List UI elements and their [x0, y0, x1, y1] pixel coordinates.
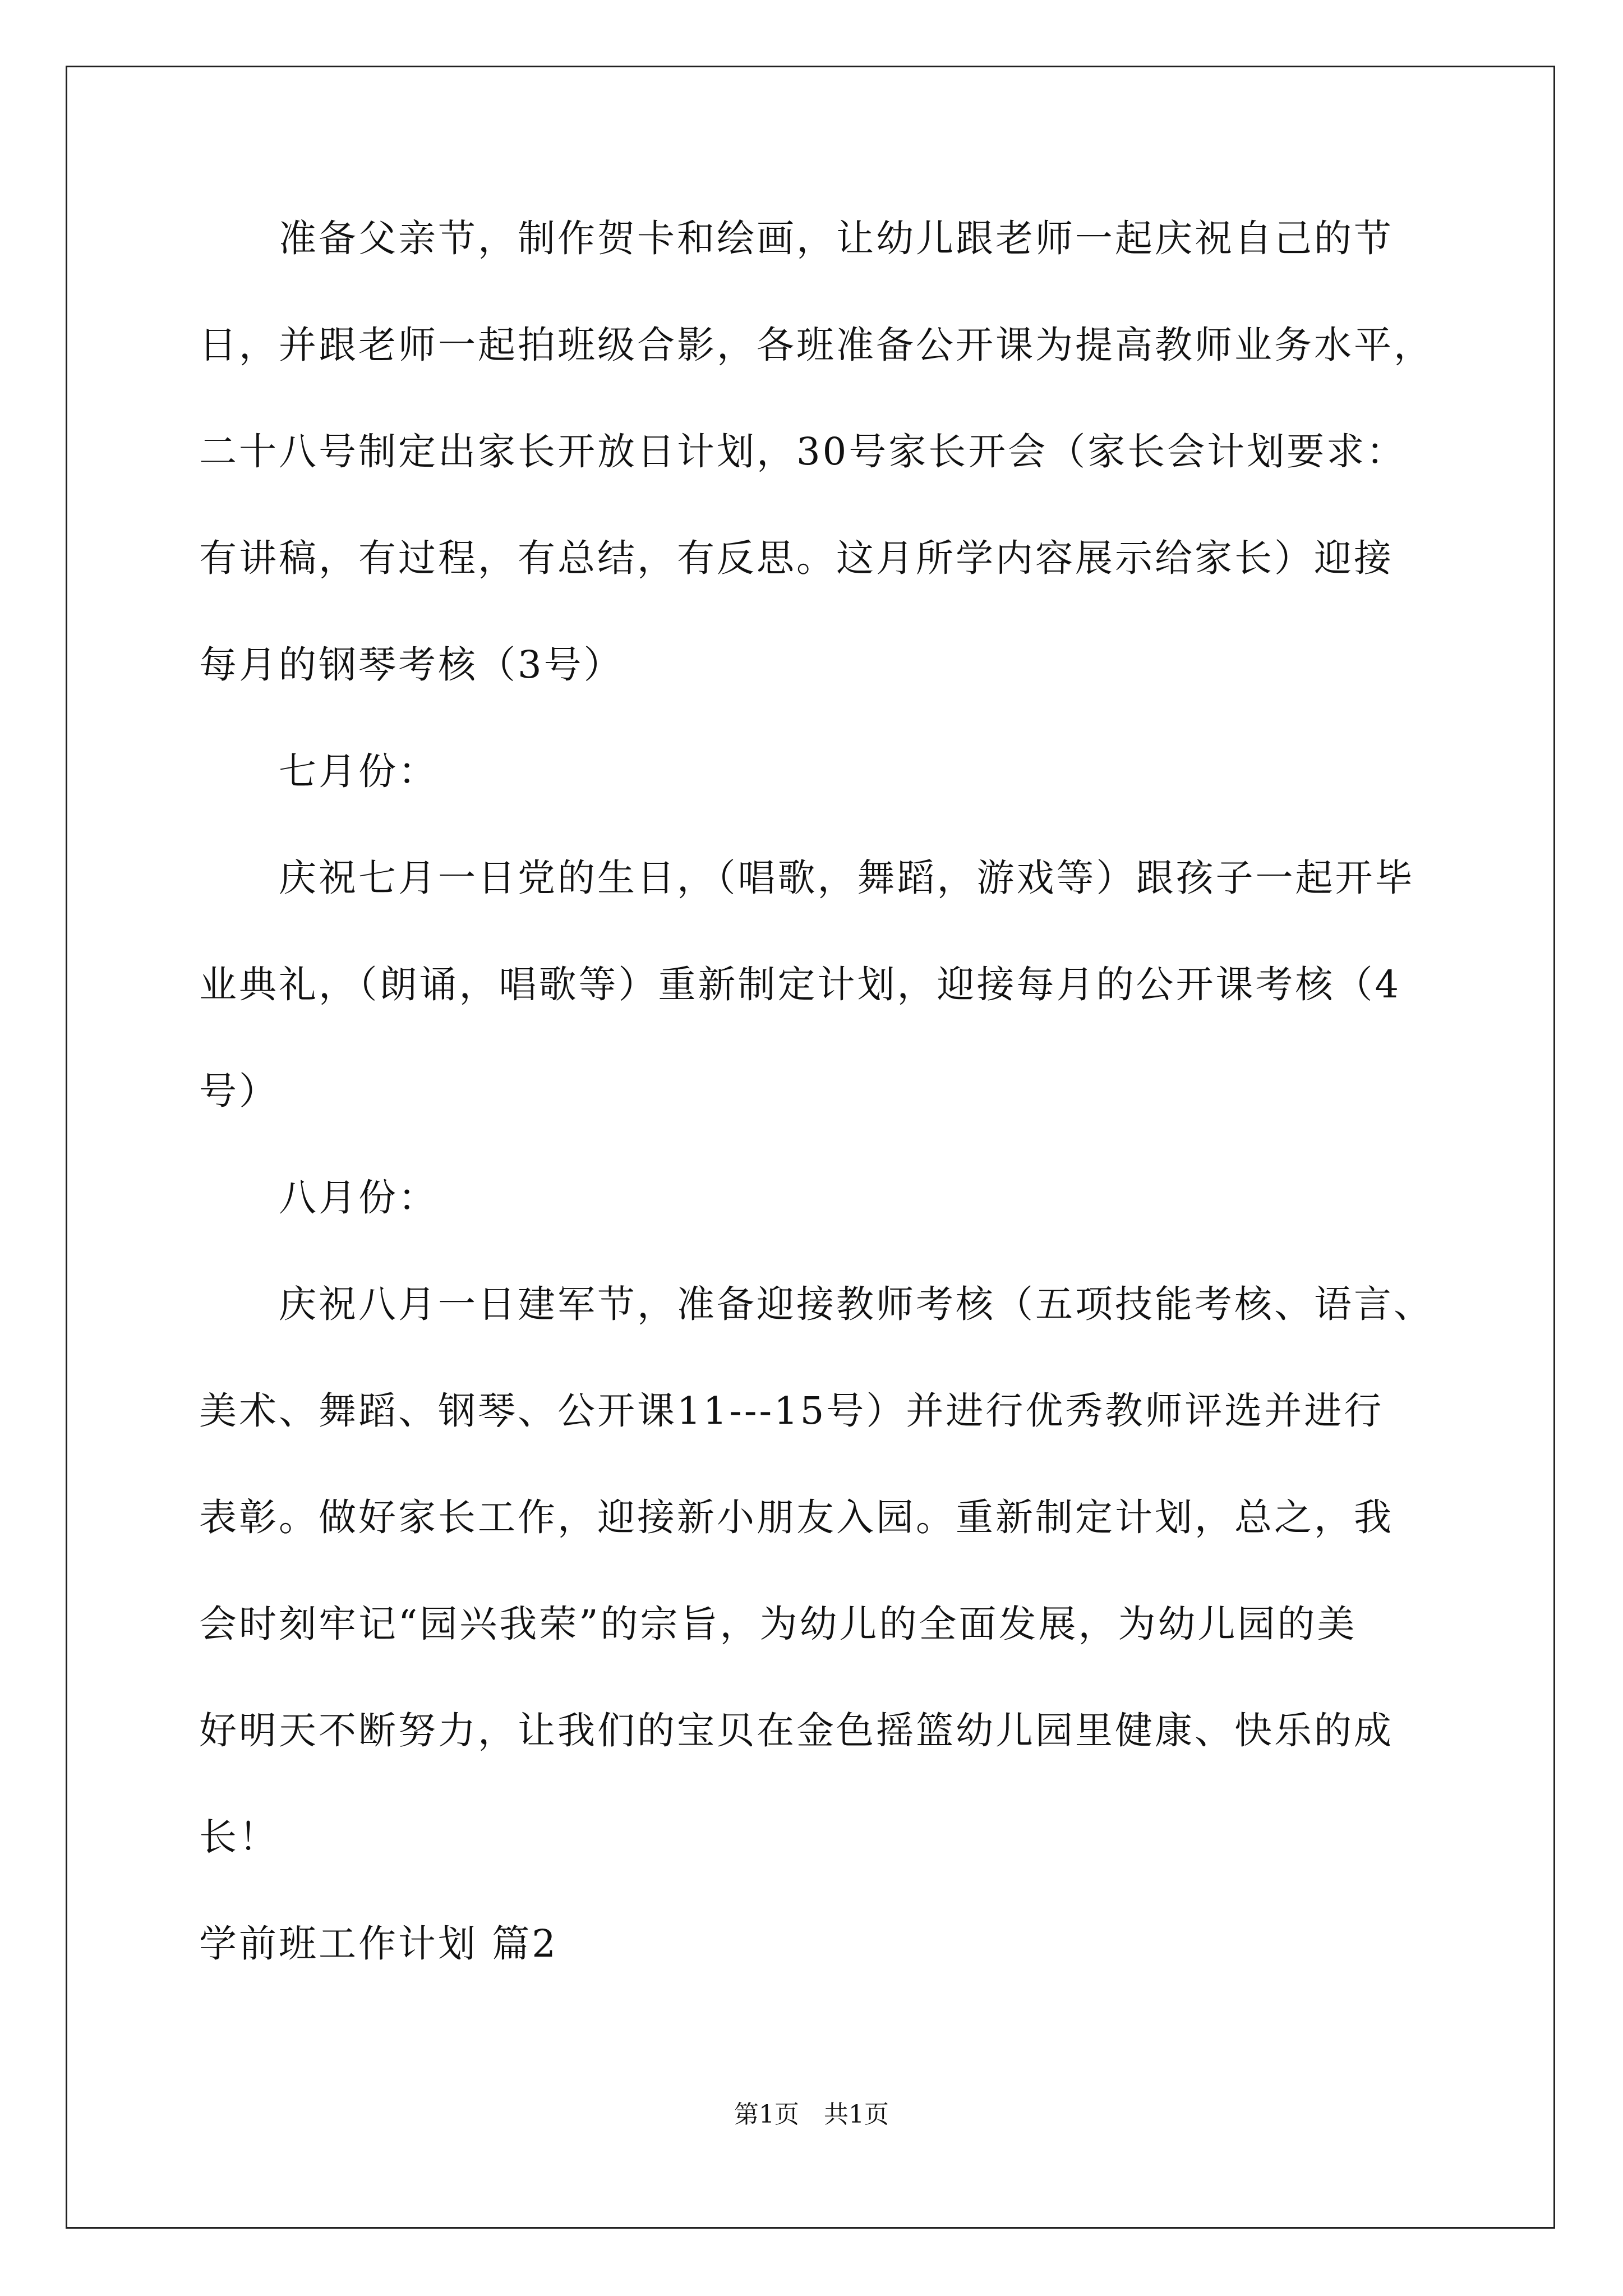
text-line: 有讲稿，有过程，有总结，有反思。这月所学内容展示给家长）迎接	[199, 536, 1394, 580]
text-line: 表彰。做好家长工作，迎接新小朋友入园。重新制定计划，总之，我	[199, 1496, 1394, 1539]
section-heading: 八月份：	[199, 1176, 438, 1220]
text-line: 好明天不断努力，让我们的宝贝在金色摇篮幼儿园里健康、快乐的成	[199, 1709, 1394, 1752]
page-frame	[66, 66, 1555, 2229]
text-line: 美术、舞蹈、钢琴、公开课11---15号）并进行优秀教师评选并进行	[199, 1389, 1384, 1433]
section-heading: 七月份：	[199, 749, 438, 793]
text-line: 准备父亲节，制作贺卡和绘画，让幼儿跟老师一起庆祝自己的节	[199, 217, 1394, 260]
text-line: 号）	[199, 1069, 279, 1113]
text-line: 庆祝七月一日党的生日，（唱歌，舞蹈，游戏等）跟孩子一起开毕	[199, 856, 1415, 900]
document-title: 学前班工作计划 篇2	[199, 1922, 558, 1966]
text-line: 庆祝八月一日建军节，准备迎接教师考核（五项技能考核、语言、	[199, 1282, 1433, 1326]
text-line: 业典礼，（朗诵，唱歌等）重新制定计划，迎接每月的公开课考核（4	[199, 963, 1401, 1006]
text-line: 每月的钢琴考核（3号）	[199, 643, 624, 687]
text-line: 长！	[199, 1815, 279, 1859]
text-line: 日，并跟老师一起拍班级合影，各班准备公开课为提高教师业务水平，	[199, 323, 1433, 367]
page-number-footer: 第1页 共1页	[734, 2100, 889, 2129]
text-line: 二十八号制定出家长开放日计划，30号家长开会（家长会计划要求：	[199, 430, 1407, 473]
text-line: 会时刻牢记“园兴我荣”的宗旨，为幼儿的全面发展，为幼儿园的美	[199, 1602, 1357, 1646]
